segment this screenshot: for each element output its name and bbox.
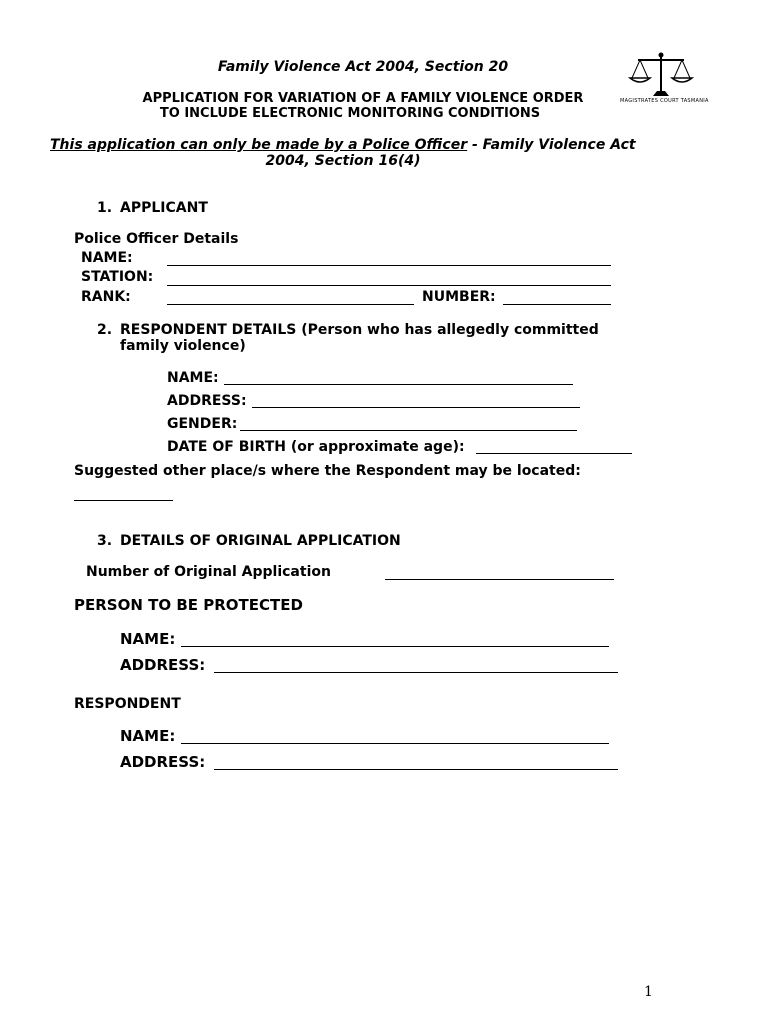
section2-heading-line1: RESPONDENT DETAILS (Person who has allegedly committed: [120, 322, 599, 338]
respondent-dob-field[interactable]: [476, 453, 632, 454]
protected-name-field[interactable]: [181, 646, 609, 647]
police-officer-details-label: Police Officer Details: [74, 231, 239, 247]
person-protected-heading: PERSON TO BE PROTECTED: [74, 596, 303, 614]
respondent-gender-field[interactable]: [240, 430, 577, 431]
protected-name-label: NAME:: [120, 630, 176, 648]
officer-station-label: STATION:: [81, 269, 154, 285]
respondent-dob-label: DATE OF BIRTH (or approximate age):: [167, 439, 465, 455]
officer-number-label: NUMBER:: [422, 289, 496, 305]
protected-address-field[interactable]: [214, 672, 618, 673]
officer-rank-field[interactable]: [167, 304, 414, 305]
respondent2-name-label: NAME:: [120, 727, 176, 745]
respondent-heading: RESPONDENT: [74, 696, 181, 712]
respondent-gender-label: GENDER:: [167, 416, 238, 432]
officer-name-label: NAME:: [81, 250, 133, 266]
officer-number-field[interactable]: [503, 304, 611, 305]
officer-station-field[interactable]: [167, 285, 611, 286]
officer-rank-label: RANK:: [81, 289, 131, 305]
respondent2-address-field[interactable]: [214, 769, 618, 770]
original-application-field[interactable]: [385, 579, 614, 580]
form-title-line1: APPLICATION FOR VARIATION OF A FAMILY VIOLENCE ORDER: [142, 91, 584, 106]
section2-number: 2.: [97, 322, 113, 338]
section3-heading: DETAILS OF ORIGINAL APPLICATION: [120, 533, 401, 549]
respondent-name-label: NAME:: [167, 370, 219, 386]
respondent2-address-label: ADDRESS:: [120, 753, 206, 771]
officer-name-field[interactable]: [167, 265, 611, 266]
original-application-label: Number of Original Application: [86, 564, 331, 580]
section3-number: 3.: [97, 533, 113, 549]
respondent2-name-field[interactable]: [181, 743, 609, 744]
other-places-label: Suggested other place/s where the Respondent may be located:: [74, 463, 581, 479]
eligibility-note-underlined: This application can only be made by a Police Officer: [50, 137, 468, 153]
eligibility-note: [50, 137, 636, 153]
other-places-field[interactable]: [74, 500, 173, 501]
section2-heading-line2: family violence): [120, 338, 246, 354]
section1-heading: APPLICANT: [120, 200, 208, 216]
section1-number: 1.: [97, 200, 113, 216]
respondent-address-label: ADDRESS:: [167, 393, 247, 409]
act-reference: Family Violence Act 2004, Section 20: [217, 59, 509, 75]
form-title-line2: TO INCLUDE ELECTRONIC MONITORING CONDITIONS: [159, 106, 541, 121]
eligibility-note-rest: - Family Violence Act: [467, 137, 636, 153]
protected-address-label: ADDRESS:: [120, 656, 206, 674]
eligibility-note-line2: 2004, Section 16(4): [265, 153, 421, 169]
respondent-name-field[interactable]: [224, 384, 573, 385]
respondent-address-field[interactable]: [252, 407, 580, 408]
page-number: 1: [644, 984, 653, 1000]
logo-text: MAGISTRATES COURT TASMANIA: [620, 98, 709, 104]
